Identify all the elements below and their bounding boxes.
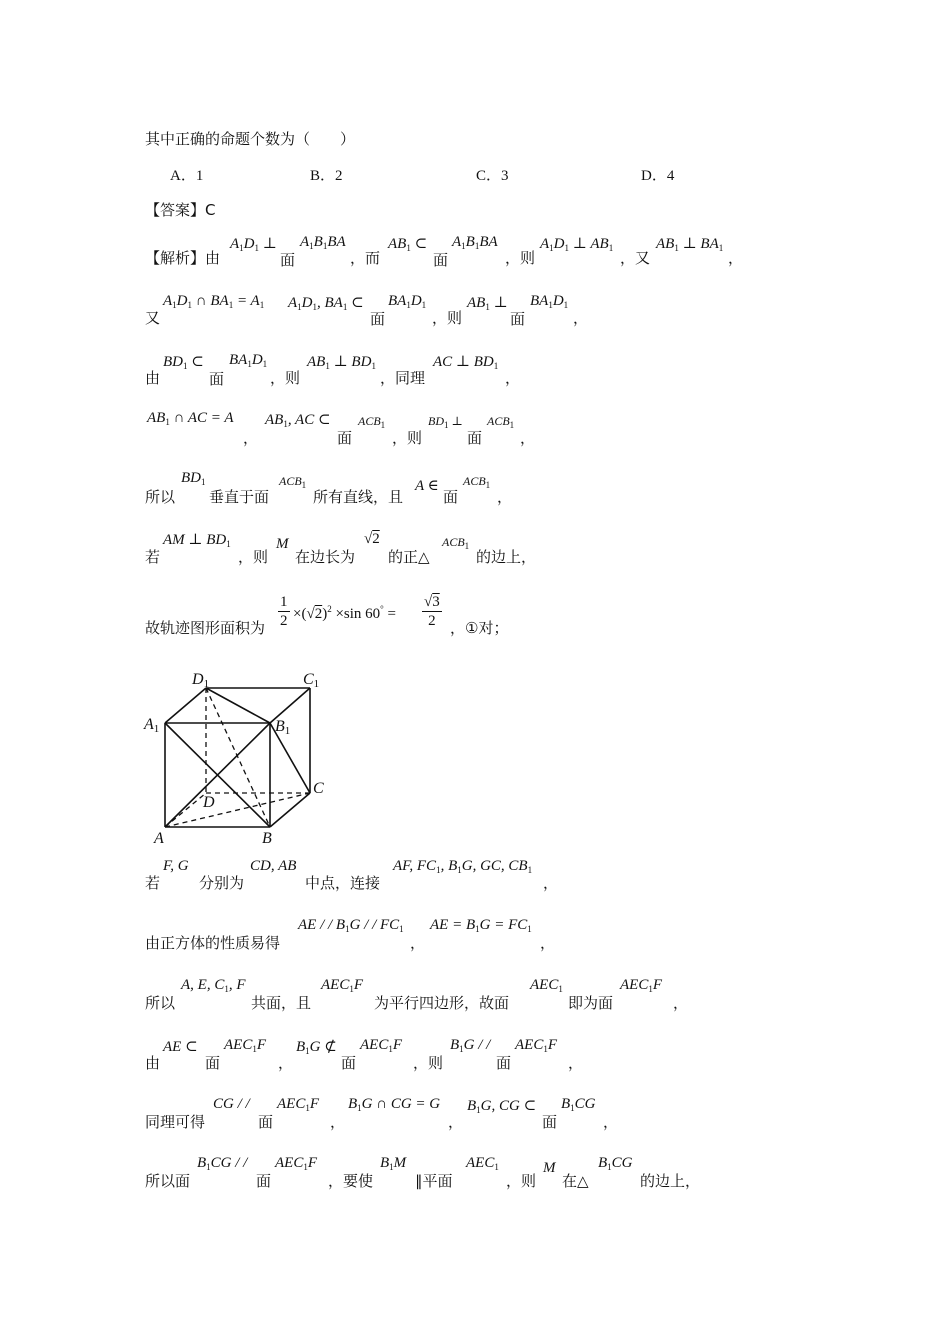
word-comma: ， [243,429,259,447]
math-expr: $AEC_1$ [530,977,563,994]
math-expr: $\times(√2)^2 \times\sin$ 60° = [293,604,396,622]
word-comma: ， [543,874,559,892]
word-pingmian: ∥平面 [415,1172,453,1190]
math-expr: $BD_1$ [181,470,206,487]
option-a: A．1 [170,168,204,184]
word-you-start: 又 [145,309,161,327]
math-expr: M [543,1160,556,1176]
word-er: ，而 [350,249,381,267]
math-expr: $AEC_1F$ [224,1037,267,1054]
word-comma: ， [505,369,521,387]
word-de-bianshang: 的边上， [640,1172,701,1190]
math-expr: $A_1D_1$ ∩ $BA_1 = A_1$ [163,293,265,310]
math-expr: $AEC_1F$ [515,1037,558,1054]
word-ze: ，则 [270,369,301,387]
math-expr: $B_1M$ [380,1155,407,1172]
word-de-zheng: 的正△ [388,548,430,566]
word-comma: ， [540,934,556,952]
math-expr: $B_1CG$ / / [197,1155,248,1172]
math-expr: $BD_1$ ⊂ [163,354,204,371]
word-zhongdian: 中点，连接 [305,874,381,892]
word-mian: 面 [209,370,225,388]
label-a1: A1 [144,716,160,735]
word-mian: 面 [205,1054,221,1072]
math-expr: AE / / $B_1G$ / / $FC_1$ [298,917,404,934]
word-comma: ， [573,309,589,327]
math-expr: $B_1G$, CG ⊂ [467,1098,537,1115]
math-expr: AM ⊥ $BD_1$ [163,532,231,549]
word-mian: 面 [370,310,386,328]
word-ze: ，则 [505,249,536,267]
word-mian: 面 [256,1172,272,1190]
word-comma: ， [330,1113,346,1131]
fraction-half: $\frac{1}{2}$ [280,594,288,629]
math-expr: $AEC_1$ [466,1155,499,1172]
word-chuizhi: 垂直于面 [209,488,270,506]
math-expr: AF, $FC_1$, $B_1G$, GC, $CB_1$ [393,858,533,875]
option-d: D．4 [641,168,675,184]
math-expr: F, G [163,858,189,874]
math-expr: $AEC_1F$ [321,977,364,994]
math-expr: $ACB_1$ [463,474,491,490]
word-mian: 面 [337,429,353,447]
math-expr: $AB_1$ ⊥ $BA_1$ [656,236,724,253]
word-mian: 面 [542,1113,558,1131]
word-suoyi: 所以 [145,488,176,506]
word-fenbie: 分别为 [199,874,245,892]
option-c: C．3 [476,168,509,184]
math-expr: CG / / [213,1096,250,1112]
math-expr: $AEC_1F$ [620,977,663,994]
word-pingxing: 为平行四边形，故面 [374,994,510,1012]
math-expr: AE = $B_1G = FC_1$ [430,917,532,934]
math-expr: $B_1G$ / / [450,1037,491,1054]
word-tongli-kede: 同理可得 [145,1113,206,1131]
word-ruo: 若 [145,548,161,566]
word-ze: ，则 [238,548,269,566]
word-mian: 面 [496,1054,512,1072]
math-expr: $BA_1D_1$ [388,293,427,310]
word-zai-bianchang: 在边长为 [295,548,356,566]
word-comma: ， [520,429,536,447]
math-expr: AC ⊥ $BD_1$ [433,354,499,371]
math-expr: AE ⊂ [163,1039,198,1055]
math-expr: $AEC_1F$ [275,1155,318,1172]
math-expr: $AEC_1F$ [360,1037,403,1054]
word-mian: 面 [433,251,449,269]
math-expr: M [276,536,289,552]
word-yaoshi: ，要使 [328,1172,374,1190]
word-you-start: 由 [145,369,161,387]
answer-line: 【答案】C [145,201,216,219]
word-comma: ， [603,1113,619,1131]
word-suoyou: 所有直线，且 [313,488,404,506]
word-comma: ， [410,934,426,952]
math-expr: CD, AB [250,858,297,874]
word-mian: 面 [341,1054,357,1072]
fraction-root3-over-2: $\frac{√3}{2}$ [424,594,440,629]
math-expr: $B_1G$ ⊄ [296,1039,337,1056]
label-a: A [154,830,164,847]
math-expr: $BD_1$ ⊥ [428,414,463,430]
edge-a1-d1 [165,688,206,723]
hidden-d1-b [206,688,270,827]
math-expr: $ACB_1$ [487,414,515,430]
word-guiji: 故轨迹图形面积为 [145,619,266,637]
word-jiwei: 即为面 [568,994,614,1012]
word-ze: ，则 [432,309,463,327]
math-expr: $A_1D_1$ ⊥ $AB_1$ [540,236,614,253]
word-de-bianshang: 的边上， [476,548,537,566]
word-you: ，又 [620,249,651,267]
word-comma: ， [278,1054,294,1072]
math-expr: $AB_1$ ⊥ $BD_1$ [307,354,376,371]
word-zai-tri: 在△ [562,1172,589,1190]
math-expr: $A_1B_1BA$ [300,234,346,251]
label-b: B [262,830,272,847]
word-ruo: 若 [145,874,161,892]
label-b1: B1 [275,718,291,737]
word-mian: 面 [443,488,459,506]
word-comma: ， [497,488,513,506]
math-expr: A ∈ [415,478,439,494]
math-expr: $A_1D_1$ ⊥ [230,236,277,253]
math-expr: $B_1CG$ [598,1155,633,1172]
word-suoyi-mian: 所以面 [145,1172,191,1190]
math-expr: $AB_1$, AC ⊂ [265,412,331,429]
math-expr: $AB_1$ ⊂ [388,236,428,253]
label-c: C [313,780,324,797]
word-ze: ，则 [413,1054,444,1072]
word-comma: ， [673,994,689,1012]
math-expr: A, E, $C_1$, F [181,977,246,994]
word-comma: ， [568,1054,584,1072]
word-ze: ，则 [392,429,423,447]
hidden-a-c [165,793,310,827]
word-mian: 面 [467,429,483,447]
math-expr: $ACB_1$ [279,474,307,490]
word-suoyi: 所以 [145,994,176,1012]
word-gongmian: 共面，且 [251,994,312,1012]
math-expr: $ACB_1$ [442,535,470,551]
word-mian: 面 [510,310,526,328]
word-ze: ，则 [506,1172,537,1190]
diag-d1-b1 [206,688,270,723]
word-comma: ， [448,1113,464,1131]
word-dui: ，①对； [450,619,509,637]
math-expr: $BA_1D_1$ [229,352,268,369]
option-b: B．2 [310,168,343,184]
label-d: D [203,794,215,811]
question-tail: 其中正确的命题个数为（ ） [145,130,356,148]
word-you-start: 由 [145,1054,161,1072]
word-comma: ， [728,249,744,267]
math-expr: $A_1D_1$, $BA_1$ ⊂ [288,295,364,312]
word-mian: 面 [258,1113,274,1131]
math-expr: $AB_1$ ∩ AC = A [147,410,234,427]
math-expr: $B_1G$ ∩ CG = G [348,1096,441,1113]
math-expr: $A_1B_1BA$ [452,234,498,251]
word-tongli: ，同理 [380,369,426,387]
label-d1: D1 [192,671,210,690]
math-expr: $B_1CG$ [561,1096,596,1113]
math-expr: $BA_1D_1$ [530,293,569,310]
math-expr: √2 [364,531,380,547]
math-expr: $ACB_1$ [358,414,386,430]
word-mian: 面 [280,251,296,269]
cube-figure [140,665,340,850]
math-expr: $AEC_1F$ [277,1096,320,1113]
analysis-label: 【解析】由 [145,249,221,267]
math-expr: $AB_1$ ⊥ [467,295,508,312]
word-zhengfangti: 由正方体的性质易得 [145,934,281,952]
label-c1: C1 [303,671,320,690]
